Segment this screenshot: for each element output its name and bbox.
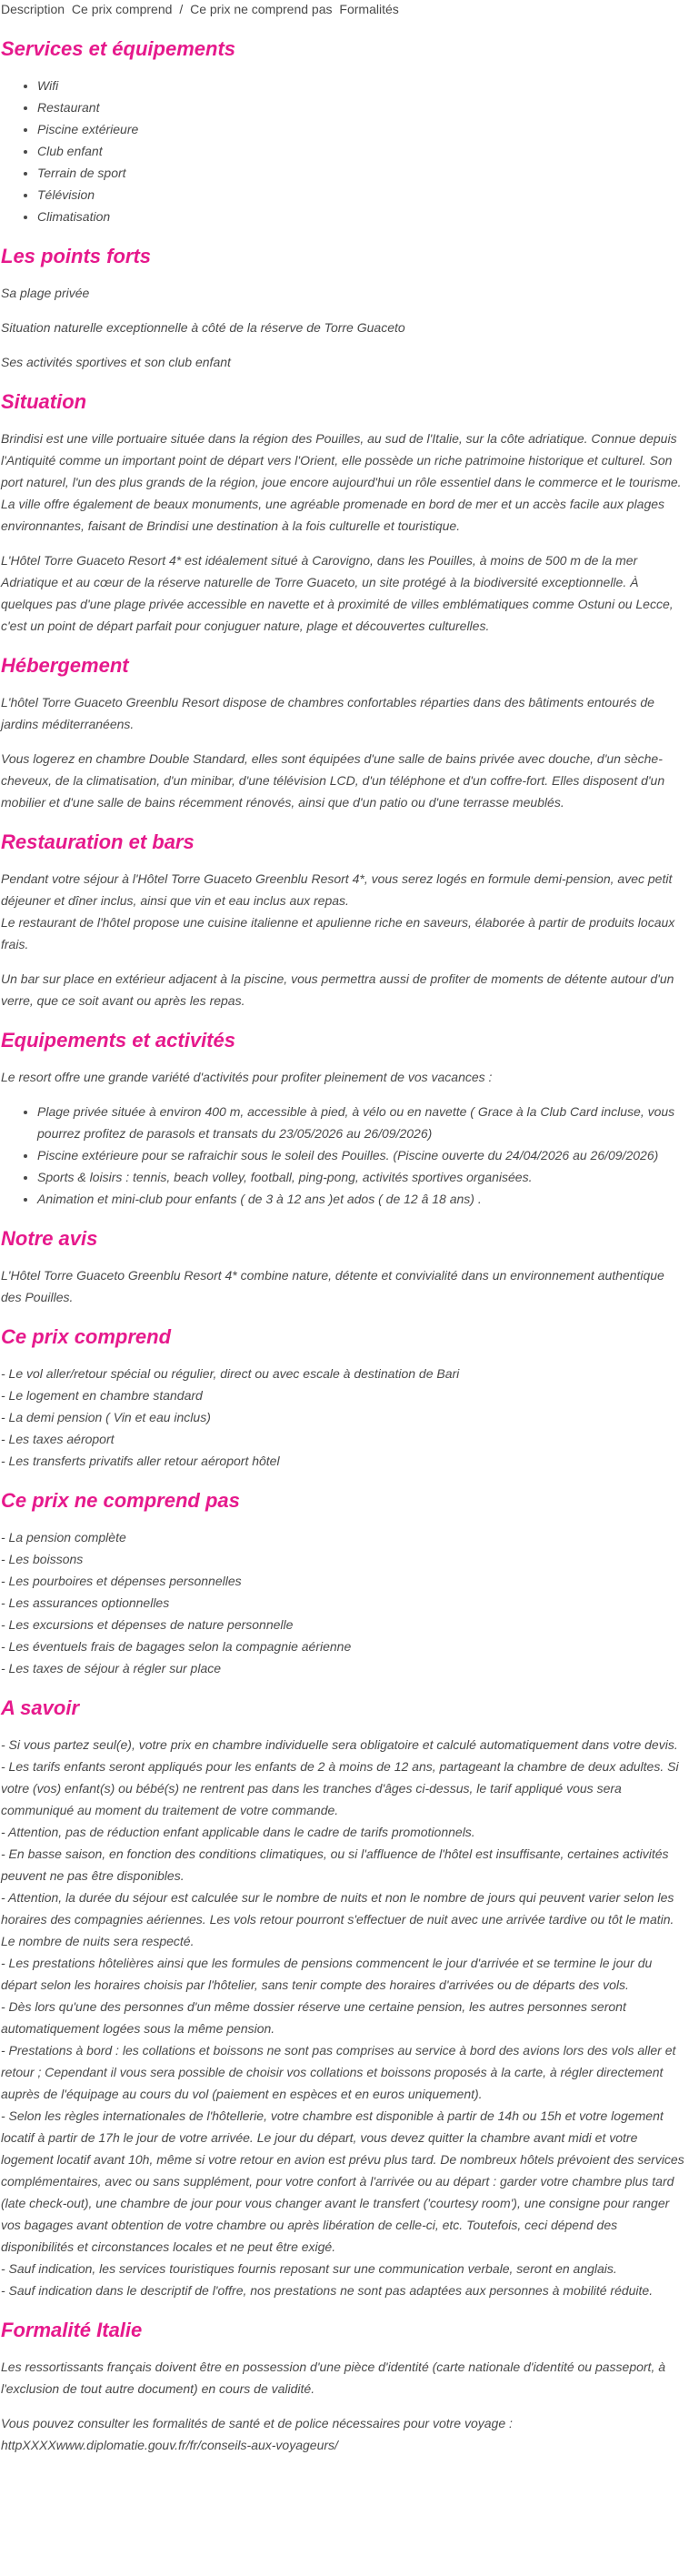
list-item: - Les tarifs enfants seront appliqués pour les enfants de 2 à moins de 12 ans, partageant la chambre de deux adultes. Si votre (vos) enfant(s) ou bébé(s) ne rentrent pas dans les tranches d'âges ci-dessus, le tarif appliqué vous sera communiqué au moment du traitement de votre commande. xyxy=(1,1759,679,1817)
list-item: - Prestations à bord : les collations et boissons ne sont pas comprises au service à bord des avions lors des vols aller et retour ; Cependant il vous sera possible de choisir vos collations et boissons proposés à la carte, à régler directement auprès de l'équipage au cours du vol (paiement en espèces et en euros uniquement). xyxy=(1,2043,676,2101)
list-item: • Piscine extérieure xyxy=(37,118,688,140)
formalite-link-block xyxy=(1,2412,688,2456)
list-item: - Le logement en chambre standard xyxy=(1,1388,203,1403)
equipements-list xyxy=(1,1101,688,1210)
list-item: - La demi pension ( Vin et eau inclus) xyxy=(1,1410,211,1424)
list-item: • Animation et mini-club pour enfants ( de 3 à 12 ans )et ados ( de 12 â 18 ans) . xyxy=(37,1188,688,1210)
points-forts-paragraph: Sa plage privée xyxy=(1,286,90,300)
list-item: - Sauf indication dans le descriptif de l'offre, nos prestations ne sont pas adaptées aux personnes à mobilité réduite. xyxy=(1,2283,654,2298)
restauration-line: Pendant votre séjour à l'Hôtel Torre Guaceto Greenblu Resort 4*, vous serez logés en formule demi-pension, avec petit déjeuner et dîner inclus, ainsi que vin et eau inclus aux repas. xyxy=(1,871,673,908)
list-item: - Attention, la durée du séjour est calculée sur le nombre de nuits et non le nombre de jours qui peuvent varier selon les horaires des compagnies aériennes. Les vols retour pourront s'effectuer de nuit avec une arrivée tardive ou tôt le matin. Le nombre de nuits sera respecté. xyxy=(1,1890,674,1948)
list-item: - Si vous partez seul(e), votre prix en chambre individuelle sera obligatoire et calculé automatiquement dans votre devis. xyxy=(1,1737,678,1752)
restauration-heading: Restauration et bars xyxy=(1,830,195,853)
list-item: • Sports & loisirs : tennis, beach volley, football, ping-pong, activités sportives organisées. xyxy=(37,1166,688,1188)
formalite-paragraph: Vous pouvez consulter les formalités de santé et de police nécessaires pour votre voyage : xyxy=(1,2416,513,2430)
list-item: • Climatisation xyxy=(37,206,688,227)
list-item: • Restaurant xyxy=(37,96,688,118)
equipements-intro: Le resort offre une grande variété d'activités pour profiter pleinement de vos vacances : xyxy=(1,1070,493,1084)
savoir-list xyxy=(1,1734,688,2301)
comprend-list xyxy=(1,1363,688,1472)
services-heading: Services et équipements xyxy=(1,37,236,60)
services-list xyxy=(1,75,688,227)
list-item: - Le vol aller/retour spécial ou régulier, direct ou avec escale à destination de Bari xyxy=(1,1366,460,1381)
tab-bar xyxy=(1,0,688,18)
hebergement-heading: Hébergement xyxy=(1,654,129,677)
tab-ce-prix-comprend[interactable]: Ce prix comprend xyxy=(71,2,173,16)
comprend-heading: Ce prix comprend xyxy=(1,1325,172,1348)
equipements-heading: Equipements et activités xyxy=(1,1029,235,1052)
ne-comprend-list xyxy=(1,1526,688,1679)
list-item: • Wifi xyxy=(37,75,688,96)
list-item: - En basse saison, en fonction des conditions climatiques, ou si l'affluence de l'hôtel est insuffisante, certaines activités peuvent ne pas être disponibles. xyxy=(1,1846,669,1883)
restauration-block xyxy=(1,868,688,955)
list-item: • Club enfant xyxy=(37,140,688,162)
list-item: - Les prestations hôtelières ainsi que les formules de pensions commencent le jour d'arrivée et se termine le jour du départ selon les horaires choisis par l'hôtelier, sans tenir compte des horaires d'arrivées ou de départs des vols. xyxy=(1,1956,653,1992)
list-item: - Les taxes de séjour à régler sur place xyxy=(1,1661,222,1675)
tab-separator: / xyxy=(179,2,184,16)
situation-paragraph: L'Hôtel Torre Guaceto Resort 4* est idéalement situé à Carovigno, dans les Pouilles, à moins de 500 m de la mer Adriatique et au cœur de la réserve naturelle de Torre Guaceto, un site protégé à la biodiversité exceptionnelle. À quelques pas d'une plage privée accessible en navette et à proximité de villes emblématiques comme Ostuni ou Lecce, c'est un point de départ parfait pour conjuguer nature, plage et découvertes culturelles. xyxy=(1,553,674,633)
restauration-paragraph: Un bar sur place en extérieur adjacent à la piscine, vous permettra aussi de profiter de moments de détente autour d'un verre, que ce soit avant ou après les repas. xyxy=(1,971,674,1008)
hebergement-paragraph: Vous logerez en chambre Double Standard, elles sont équipées d'une salle de bains privée avec douche, d'un sèche-cheveux, de la climatisation, d'un minibar, d'une télévision LCD, d'un téléphone et d'un coffre-fort. Elles disposent d'un mobilier et d'une salle de bains récemment rénovés, ainsi que d'un patio ou d'une terrasse meublés. xyxy=(1,751,665,810)
points-forts-heading: Les points forts xyxy=(1,245,152,267)
tab-formalites[interactable]: Formalités xyxy=(339,2,399,16)
list-item: - La pension complète xyxy=(1,1530,126,1545)
list-item: - Les boissons xyxy=(1,1552,84,1566)
list-item: • Plage privée située à environ 400 m, accessible à pied, à vélo ou en navette ( Grace à la Club Card incluse, vous pourrez profitez de parasols et transats du 23/05/2026 au 26/09/2026) xyxy=(37,1101,688,1144)
avis-heading: Notre avis xyxy=(1,1227,98,1250)
list-item: - Les taxes aéroport xyxy=(1,1432,115,1446)
diplomatie-link[interactable]: httpXXXXwww.diplomatie.gouv.fr/fr/conseils-aux-voyageurs/ xyxy=(1,2438,338,2452)
list-item: • Terrain de sport xyxy=(37,162,688,184)
list-item: • Télévision xyxy=(37,184,688,206)
formalite-heading: Formalité Italie xyxy=(1,2319,143,2341)
formalite-paragraph: Les ressortissants français doivent être en possession d'une pièce d'identité (carte nationale d'identité ou passeport, à l'exclusion de tout autre document) en cours de validité. xyxy=(1,2360,666,2396)
situation-heading: Situation xyxy=(1,390,87,413)
tab-ce-prix-ne-comprend-pas[interactable]: Ce prix ne comprend pas xyxy=(190,2,333,16)
list-item: - Les excursions et dépenses de nature personnelle xyxy=(1,1617,294,1632)
list-item: - Sauf indication, les services touristiques fournis reposant sur une communication verbale, seront en anglais. xyxy=(1,2261,617,2276)
list-item: - Attention, pas de réduction enfant applicable dans le cadre de tarifs promotionnels. xyxy=(1,1825,475,1839)
savoir-heading: A savoir xyxy=(1,1696,80,1719)
avis-text: L'Hôtel Torre Guaceto Greenblu Resort 4* combine nature, détente et convivialité dans un environnement authentique des Pouilles. xyxy=(1,1268,664,1304)
restauration-line: Le restaurant de l'hôtel propose une cuisine italienne et apulienne riche en saveurs, élaborée à partir de produits locaux frais. xyxy=(1,915,675,951)
list-item: - Les pourboires et dépenses personnelles xyxy=(1,1574,242,1588)
list-item: - Selon les règles internationales de l'hôtellerie, votre chambre est disponible à partir de 14h ou 15h et votre logement locatif à partir de 17h le jour de votre arrivée. Le jour du départ, vous devez quitter la chambre avant midi et votre logement locatif avant 10h, même si votre retour en avion est prévu plus tard. De nombreux hôtels prévoient des services complémentaires, avec ou sans supplément, pour votre confort à l'arrivée ou au départ : garder votre chambre plus tard (late check-out), une chambre de jour pour vous changer avant le transfert ('courtesy room'), une consigne pour ranger vos bagages avant obtention de votre chambre ou après libération de celle-ci, etc. Toutefois, ceci dépend des disponibilités et circonstances locales et ne peut être exigé. xyxy=(1,2108,684,2254)
situation-paragraph: Brindisi est une ville portuaire située dans la région des Pouilles, au sud de l'Italie, sur la côte adriatique. Connue depuis l'Antiquité comme un important point de départ vers l'Orient, elle possède un riche patrimoine historique et culturel. Son port naturel, l'un des plus grands de la région, joue encore aujourd'hui un rôle essentiel dans le commerce et le tourisme. La ville offre également de beaux monuments, une agréable promenade en bord de mer et un accès facile aux plages environnantes, faisant de Brindisi une destination à la fois culturelle et touristique. xyxy=(1,431,682,533)
list-item: • Piscine extérieure pour se rafraichir sous le soleil des Pouilles. (Piscine ouverte du 24/04/2026 au 26/09/2026) xyxy=(37,1144,688,1166)
points-forts-paragraph: Situation naturelle exceptionnelle à côté de la réserve de Torre Guaceto xyxy=(1,320,405,335)
list-item: - Les éventuels frais de bagages selon la compagnie aérienne xyxy=(1,1639,352,1654)
points-forts-paragraph: Ses activités sportives et son club enfant xyxy=(1,355,231,369)
hebergement-paragraph: L'hôtel Torre Guaceto Greenblu Resort dispose de chambres confortables réparties dans des bâtiments entourés de jardins méditerranéens. xyxy=(1,695,654,731)
tab-description[interactable]: Description xyxy=(1,2,65,16)
list-item: - Les assurances optionnelles xyxy=(1,1595,170,1610)
ne-comprend-heading: Ce prix ne comprend pas xyxy=(1,1489,240,1512)
list-item: - Dès lors qu'une des personnes d'un même dossier réserve une certaine pension, les autres personnes seront automatiquement logées sous la même pension. xyxy=(1,1999,626,2036)
list-item: - Les transferts privatifs aller retour aéroport hôtel xyxy=(1,1454,280,1468)
